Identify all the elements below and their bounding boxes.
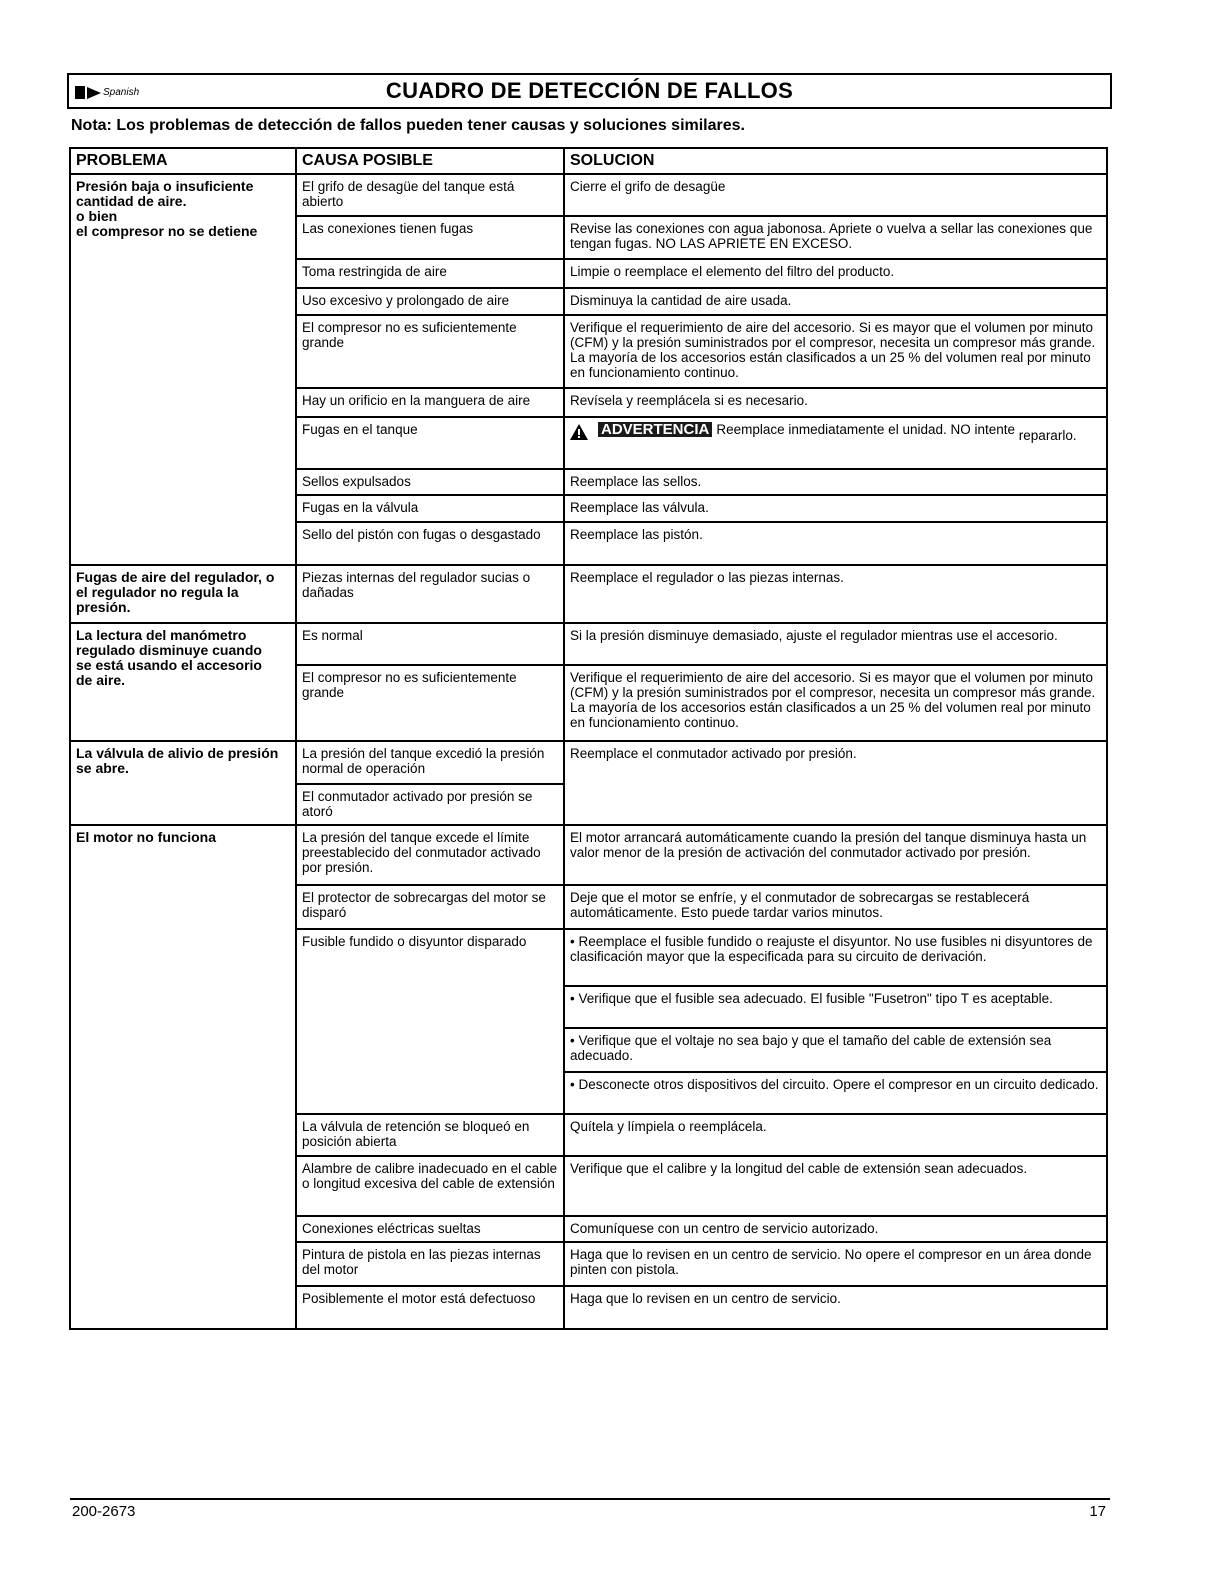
problem-line: cantidad de aire. xyxy=(76,193,187,209)
warning-icon xyxy=(570,424,588,443)
document-number: 200-2673 xyxy=(72,1503,136,1520)
problem-line: La lectura del manómetro xyxy=(76,627,247,643)
solution-cell: Haga que lo revisen en un centro de servicio. No opere el compresor en un área donde pinten con pistola. xyxy=(564,1242,1107,1286)
table-row xyxy=(70,825,1107,885)
solution-cell: Disminuya la cantidad de aire usada. xyxy=(564,288,1107,315)
solution-cell: Reemplace las pistón. xyxy=(564,522,1107,565)
cause-cell: Las conexiones tienen fugas xyxy=(296,216,564,259)
solution-cell: Si la presión disminuye demasiado, ajuste el regulador mientras use el accesorio. xyxy=(564,623,1107,665)
cause-cell: Es normal xyxy=(296,623,564,665)
cause-cell: Uso excesivo y prolongado de aire xyxy=(296,288,564,315)
footer-divider xyxy=(70,1498,1110,1500)
problem-line: se está usando el accesorio xyxy=(76,657,262,673)
problem-cell xyxy=(70,741,296,825)
solution-cell: Haga que lo revisen en un centro de servicio. xyxy=(564,1286,1107,1329)
cause-cell: Toma restringida de aire xyxy=(296,259,564,288)
page-header xyxy=(67,73,1112,109)
solution-cell: Revísela y reemplácela si es necesario. xyxy=(564,388,1107,417)
cause-cell: Alambre de calibre inadecuado en el cable o longitud excesiva del cable de extensión xyxy=(296,1156,564,1216)
cause-cell: Pintura de pistola en las piezas internas del motor xyxy=(296,1242,564,1286)
problem-line: Fugas de aire del regulador, o xyxy=(76,569,275,585)
page-title: CUADRO DE DETECCIÓN DE FALLOS xyxy=(385,78,794,103)
solution-cell: • Desconecte otros dispositivos del circuito. Opere el compresor en un circuito dedicado. xyxy=(564,1072,1107,1114)
cause-cell: El compresor no es suficientemente grande xyxy=(296,315,564,388)
problem-line: La válvula de alivio de presión xyxy=(76,745,279,761)
table-row xyxy=(70,565,1107,623)
cause-cell: El conmutador activado por presión se atoró xyxy=(296,784,564,825)
warning-text-cont: repararlo. xyxy=(1018,428,1077,443)
header-cause: CAUSA POSIBLE xyxy=(296,148,564,174)
cause-cell: El compresor no es suficientemente grande xyxy=(296,665,564,741)
solution-cell: Verifique el requerimiento de aire del accesorio. Si es mayor que el volumen por minuto (CFM) y la presión suministrados por el compresor, necesita un compresor más grande. La mayoría de los accesorios están clasificados a un 25 % del volumen real por minuto en funcionamiento continuo. xyxy=(564,315,1107,388)
problem-line: regulado disminuye cuando xyxy=(76,642,262,658)
note-text: Nota: Los problemas de detección de fallos pueden tener causas y soluciones similares. xyxy=(71,117,745,134)
problem-line: o bien xyxy=(76,208,118,224)
solution-cell: Deje que el motor se enfríe, y el conmutador de sobrecargas se restablecerá automáticamente. Esto puede tardar varios minutos. xyxy=(564,885,1107,929)
problem-cell xyxy=(70,825,296,1329)
language-label: Spanish xyxy=(103,87,140,98)
cause-cell: Conexiones eléctricas sueltas xyxy=(296,1216,564,1242)
table-row xyxy=(70,174,1107,216)
cause-cell: Sello del pistón con fugas o desgastado xyxy=(296,522,564,565)
problem-line: el regulador no regula la xyxy=(76,584,239,600)
problem-cell xyxy=(70,565,296,623)
problem-cell xyxy=(70,174,296,565)
solution-cell: Verifique que el calibre y la longitud del cable de extensión sean adecuados. xyxy=(564,1156,1107,1216)
warning-badge: ADVERTENCIA xyxy=(598,422,712,437)
solution-cell: Reemplace las sellos. xyxy=(564,469,1107,495)
cause-cell: La presión del tanque excede el límite preestablecido del conmutador activado por presión. xyxy=(296,825,564,885)
cause-cell: Piezas internas del regulador sucias o dañadas xyxy=(296,565,564,623)
header-problem: PROBLEMA xyxy=(70,148,296,174)
solution-cell: Reemplace el conmutador activado por presión. xyxy=(564,741,1107,825)
cause-cell: El protector de sobrecargas del motor se disparó xyxy=(296,885,564,929)
header-solution: SOLUCION xyxy=(564,148,1107,174)
solution-cell: Limpie o reemplace el elemento del filtro del producto. xyxy=(564,259,1107,288)
solution-cell: El motor arrancará automáticamente cuando la presión del tanque disminuya hasta un valor menor de la presión de activación del conmutador activado por presión. xyxy=(564,825,1107,885)
page-number: 17 xyxy=(1089,1503,1106,1520)
cause-cell: Hay un orificio en la manguera de aire xyxy=(296,388,564,417)
problem-line: Presión baja o insuficiente xyxy=(76,178,254,194)
solution-cell: Quítela y límpiela o reemplácela. xyxy=(564,1114,1107,1156)
cause-cell: Fugas en la válvula xyxy=(296,495,564,522)
problem-cell xyxy=(70,623,296,741)
table-row xyxy=(70,741,1107,784)
cause-cell: Fugas en el tanque xyxy=(296,417,564,469)
table-row xyxy=(70,623,1107,665)
solution-cell: Verifique el requerimiento de aire del accesorio. Si es mayor que el volumen por minuto (CFM) y la presión suministrados por el compresor, necesita un compresor más grande. La mayoría de los accesorios están clasificados a un 25 % del volumen real por minuto en funcionamiento continuo. xyxy=(564,665,1107,741)
warning-text: Reemplace inmediatamente el unidad. NO intente xyxy=(716,422,1016,437)
problem-line: El motor no funciona xyxy=(76,829,216,845)
cause-cell: Fusible fundido o disyuntor disparado xyxy=(296,929,564,1114)
solution-cell: Cierre el grifo de desagüe xyxy=(564,174,1107,216)
cause-cell: Posiblemente el motor está defectuoso xyxy=(296,1286,564,1329)
solution-cell: Reemplace las válvula. xyxy=(564,495,1107,522)
table-header-row xyxy=(70,148,1107,174)
cause-cell: La presión del tanque excedió la presión normal de operación xyxy=(296,741,564,784)
solution-cell: • Reemplace el fusible fundido o reajuste el disyuntor. No use fusibles ni disyuntores de clasificación mayor que la especificada para su circuito de derivación. xyxy=(564,929,1107,986)
solution-cell: Reemplace el regulador o las piezas internas. xyxy=(564,565,1107,623)
solution-cell-warning xyxy=(564,417,1107,469)
troubleshooting-table xyxy=(69,147,1108,1330)
warning-line xyxy=(570,422,1015,443)
problem-line: presión. xyxy=(76,599,131,615)
solution-cell: Comuníquese con un centro de servicio autorizado. xyxy=(564,1216,1107,1242)
solution-cell: Revise las conexiones con agua jabonosa. Apriete o vuelva a sellar las conexiones que tengan fugas. NO LAS APRIETE EN EXCESO. xyxy=(564,216,1107,259)
solution-cell: • Verifique que el voltaje no sea bajo y que el tamaño del cable de extensión sea adecuado. xyxy=(564,1028,1107,1072)
problem-line: de aire. xyxy=(76,672,126,688)
cause-cell: El grifo de desagüe del tanque está abierto xyxy=(296,174,564,216)
cause-cell: La válvula de retención se bloqueó en posición abierta xyxy=(296,1114,564,1156)
solution-cell: • Verifique que el fusible sea adecuado. El fusible "Fusetron" tipo T es aceptable. xyxy=(564,986,1107,1028)
problem-line: se abre. xyxy=(76,760,129,776)
problem-line: el compresor no se detiene xyxy=(76,223,258,239)
cause-cell: Sellos expulsados xyxy=(296,469,564,495)
